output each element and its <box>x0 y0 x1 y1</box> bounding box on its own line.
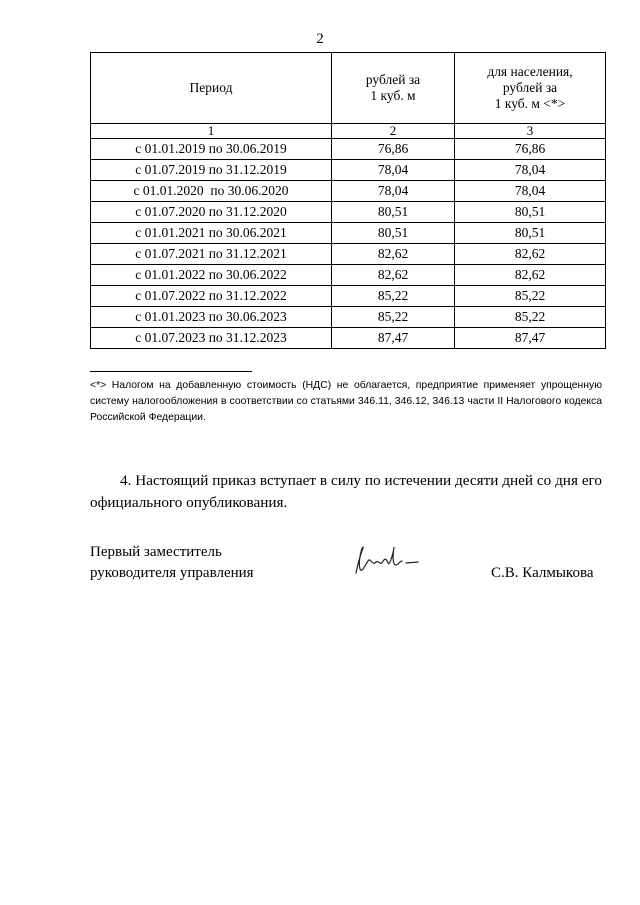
rate-cell: 80,51 <box>332 202 455 223</box>
table-row <box>91 244 606 265</box>
rate-cell: 78,04 <box>332 181 455 202</box>
header-period-text: Период <box>189 80 233 95</box>
rate-cell: 82,62 <box>332 244 455 265</box>
population-rate-cell: 78,04 <box>455 181 606 202</box>
header-rub-line1: рублей за <box>365 72 421 87</box>
population-rate-cell: 87,47 <box>455 328 606 349</box>
period-cell: с 01.07.2020 по 31.12.2020 <box>91 202 332 223</box>
column-number-row <box>91 124 606 139</box>
population-rate-cell: 78,04 <box>455 160 606 181</box>
table-row <box>91 328 606 349</box>
population-rate-cell: 85,22 <box>455 307 606 328</box>
table-row <box>91 307 606 328</box>
period-cell: с 01.07.2023 по 31.12.2023 <box>91 328 332 349</box>
header-pop-line1: для населения, <box>487 64 573 79</box>
rate-cell: 78,04 <box>332 160 455 181</box>
column-number: 3 <box>455 124 606 139</box>
period-cell: с 01.01.2019 по 30.06.2019 <box>91 139 332 160</box>
signatory-title <box>90 542 254 584</box>
column-number: 1 <box>91 124 332 139</box>
clause-4: 4. Настоящий приказ вступает в силу по истечении десяти дней со дня его официального опубликования. <box>90 472 602 511</box>
signatory-name: С.В. Калмыкова <box>491 565 594 581</box>
header-rub-per-m3 <box>332 53 455 124</box>
population-rate-cell: 82,62 <box>455 265 606 286</box>
header-pop-line3: 1 куб. м <*> <box>494 96 566 111</box>
rate-cell: 85,22 <box>332 286 455 307</box>
header-pop-line2: рублей за <box>502 80 558 95</box>
footnote: <*> Налогом на добавленную стоимость (НДС) не облагается, предприятие применяет упрощенную систему налогообложения в соответствии со статьями 346.11, 346.12, 346.13 части II Налогового кодекса Российской Федерации. <box>90 380 602 423</box>
population-rate-cell: 76,86 <box>455 139 606 160</box>
period-cell: с 01.01.2021 по 30.06.2021 <box>91 223 332 244</box>
rate-cell: 82,62 <box>332 265 455 286</box>
rate-cell: 80,51 <box>332 223 455 244</box>
period-cell: с 01.01.2023 по 30.06.2023 <box>91 307 332 328</box>
tariff-table <box>90 52 606 349</box>
period-cell: с 01.01.2022 по 30.06.2022 <box>91 265 332 286</box>
signatory-title-line2: руководителя управления <box>90 565 254 581</box>
period-cell: с 01.07.2019 по 31.12.2019 <box>91 160 332 181</box>
header-period <box>91 53 332 124</box>
rate-cell: 87,47 <box>332 328 455 349</box>
period-cell: с 01.01.2020 по 30.06.2020 <box>91 181 332 202</box>
rate-cell: 76,86 <box>332 139 455 160</box>
population-rate-cell: 85,22 <box>455 286 606 307</box>
footnote-separator <box>90 371 252 372</box>
table-row <box>91 139 606 160</box>
table-row <box>91 223 606 244</box>
column-number: 2 <box>332 124 455 139</box>
table-row <box>91 202 606 223</box>
header-rub-line2: 1 куб. м <box>370 88 416 103</box>
population-rate-cell: 80,51 <box>455 223 606 244</box>
period-cell: с 01.07.2022 по 31.12.2022 <box>91 286 332 307</box>
rate-cell: 85,22 <box>332 307 455 328</box>
table-row <box>91 160 606 181</box>
table-row <box>91 265 606 286</box>
population-rate-cell: 80,51 <box>455 202 606 223</box>
page-number: 2 <box>316 31 324 47</box>
table-row <box>91 286 606 307</box>
handwritten-signature <box>350 543 430 577</box>
population-rate-cell: 82,62 <box>455 244 606 265</box>
header-population-rate <box>455 53 606 124</box>
signatory-title-line1: Первый заместитель <box>90 544 222 560</box>
table-header-row <box>91 53 606 124</box>
table-row <box>91 181 606 202</box>
period-cell: с 01.07.2021 по 31.12.2021 <box>91 244 332 265</box>
